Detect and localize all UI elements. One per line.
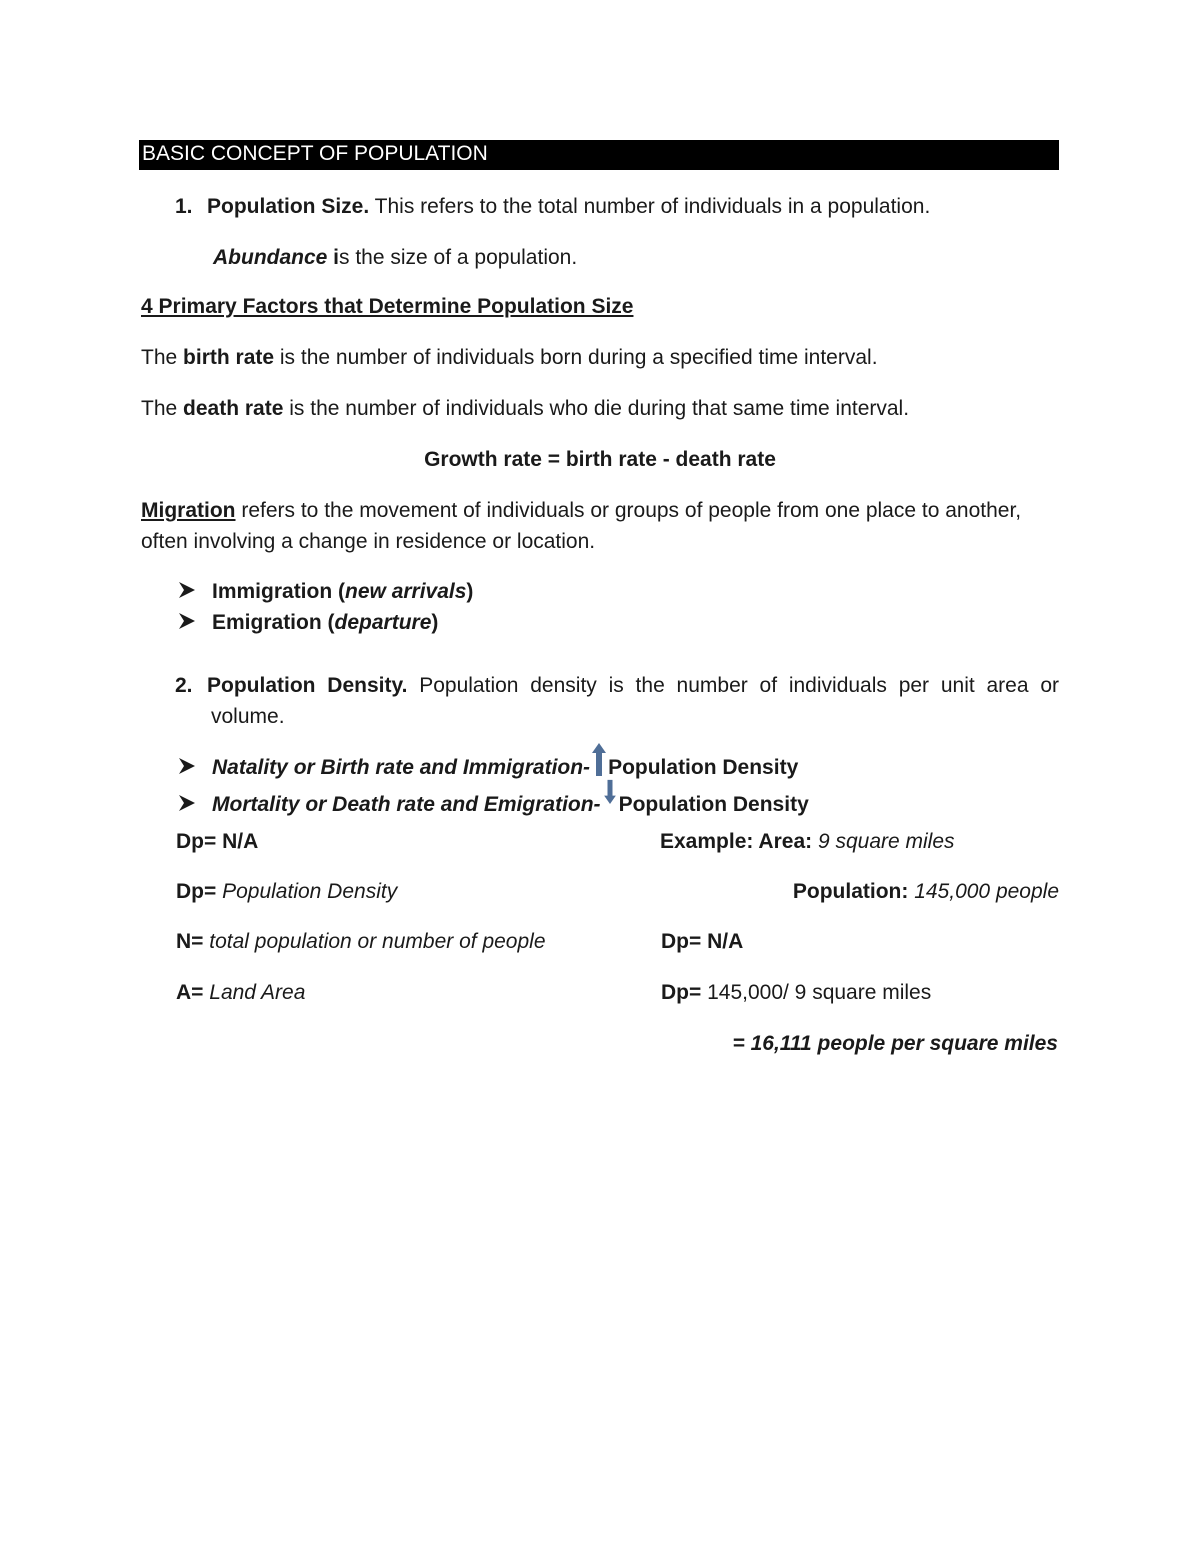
bullet-text-a: Mortality or Death rate and Emigration- [212,793,601,816]
bullet-natality [177,742,798,780]
example-pop-value: 145,000 people [908,880,1059,903]
item-text: Population density is the number of individuals per unit area or volume. [211,674,1059,728]
bullet-emigration [177,611,438,635]
item-number: 2. [175,674,193,697]
abundance-term: Abundance [213,246,328,269]
def-label: N= [176,930,204,953]
abundance-text: s the size of a population. [339,246,578,269]
item-text: This refers to the total number of individuals in a population. [369,195,931,218]
bullet-text-b: new arrivals [345,580,467,603]
bullet-text-b: Population Density [618,793,809,816]
title-bar [139,140,1059,170]
birth-rate-line [141,346,878,370]
item-population-size [175,195,930,219]
bullet-text-c: ) [466,580,474,603]
factors-heading: 4 Primary Factors that Determine Population Size [141,295,634,318]
item-population-density [175,670,1059,732]
item-term: Population Size. [207,195,370,218]
death-pre: The [141,397,184,420]
arrowhead-bullet-icon [177,580,197,600]
example-formula: Dp= N/A [661,930,744,953]
growth-formula: Growth rate = birth rate - death rate [424,448,776,471]
example-population [793,880,1059,904]
example-area-value: 9 square miles [812,830,955,853]
bullet-text-b: departure [334,611,432,634]
abundance-line [213,246,577,270]
example-calc-value: 145,000/ 9 square miles [701,981,932,1004]
def-formula [176,830,258,854]
arrowhead-bullet-icon [177,793,197,813]
page-title: BASIC CONCEPT OF POPULATION [142,142,488,165]
bullet-text-a: Immigration ( [212,580,346,603]
example-pop-label: Population: [792,880,909,903]
arrowhead-bullet-icon [177,756,197,776]
def-n [176,930,546,954]
bullet-immigration [177,580,473,604]
def-label: A= [176,981,204,1004]
bullet-mortality [177,779,809,817]
item-term: Population Density. [207,674,408,697]
bullet-text-a: Emigration ( [212,611,335,634]
birth-term: birth rate [183,346,275,369]
def-value: total population or number of people [203,930,546,953]
example-calc-label: Dp= [661,981,702,1004]
death-rate-line [141,397,909,421]
death-text: is the number of individuals who die during that same time interval. [283,397,910,420]
bullet-text-a: Natality or Birth rate and Immigration- [212,756,591,779]
down-arrow-icon [602,779,618,809]
def-label: Dp= [176,880,217,903]
birth-text: is the number of individuals born during a specified time interval. [274,346,878,369]
item-number: 1. [175,195,193,218]
migration-term: Migration [141,499,236,522]
example-label: Example: Area: [660,830,813,853]
example-area [660,830,955,854]
migration-text: refers to the movement of individuals or groups of people from one place to another, often involving a change in residence or location. [141,499,1022,553]
example-result: = 16,111 people per square miles [732,1032,1058,1055]
def-value: Land Area [203,981,306,1004]
def-value: Population Density [216,880,398,903]
example-calculation [661,981,931,1005]
def-a [176,981,305,1005]
bullet-text-b: Population Density [608,756,799,779]
def-label: Dp= N/A [176,830,259,853]
arrowhead-bullet-icon [177,611,197,631]
bullet-text-c: ) [431,611,439,634]
def-dp [176,880,397,904]
up-arrow-icon [591,742,607,778]
abundance-bold-i: i [327,246,340,269]
migration-paragraph [141,495,1059,557]
birth-pre: The [141,346,184,369]
death-term: death rate [183,397,284,420]
